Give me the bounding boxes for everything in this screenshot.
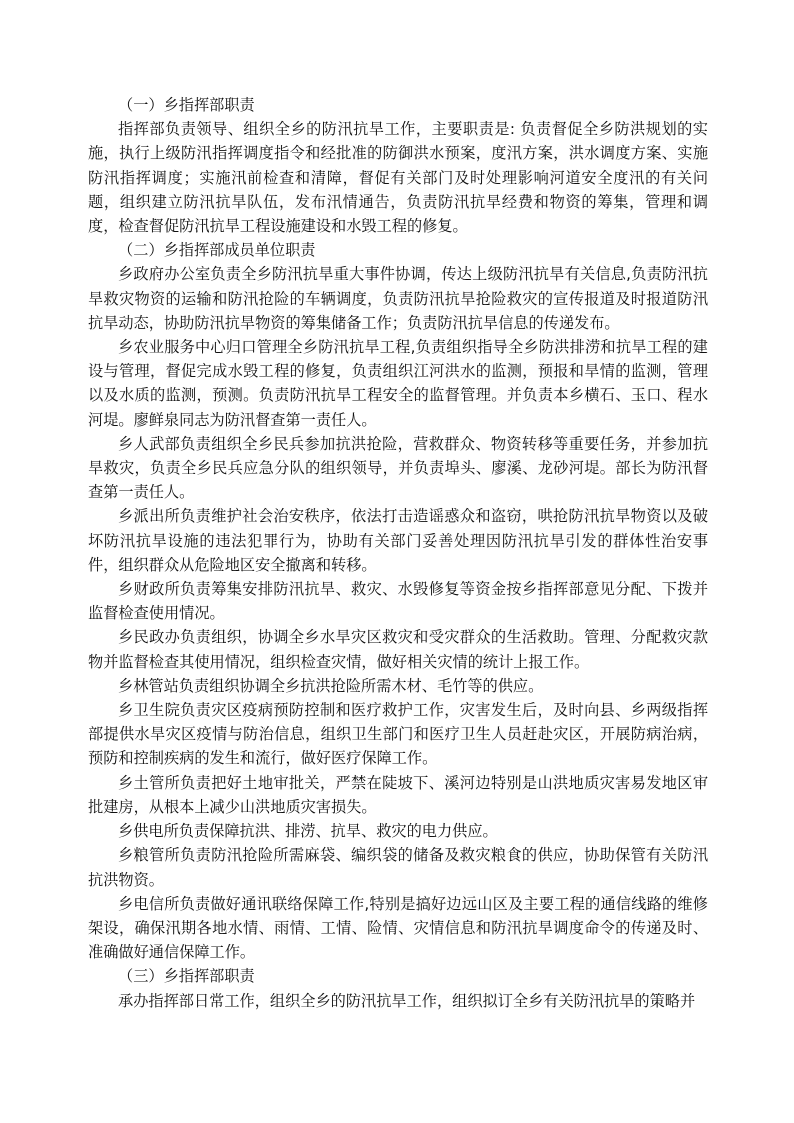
section-2-paragraph-telecom: 乡电信所负责做好通讯联络保障工作,特别是搞好边远山区及主要工程的通信线路的维修架设，确保汛期各地水情、雨情、工情、险情、灾情信息和防汛抗旱调度命令的传递及时、准确做好通信保障工作。 [88, 894, 708, 962]
section-heading-3: （三）乡指挥部职责 [118, 967, 255, 986]
section-3-paragraph-1: 承办指挥部日常工作，组织全乡的防汛抗旱工作，组织拟订全乡有关防汛抗旱的策略并 [118, 991, 696, 1010]
section-2-paragraph-civil-affairs: 乡民政办负责组织，协调全乡水旱灾区救灾和受灾群众的生活救助。管理、分配救灾款物并监督检查其使用情况，组织检查灾情，做好相关灾情的统计上报工作。 [88, 628, 708, 671]
section-2-paragraph-land: 乡土管所负责把好土地审批关，严禁在陡坡下、溪河边特别是山洪地质灾害易发地区审批建房，从根本上减少山洪地质灾害损失。 [88, 773, 708, 816]
document-page [88, 93, 708, 1013]
section-heading-1: （一）乡指挥部职责 [118, 96, 255, 114]
section-2-paragraph-armed-forces: 乡人武部负责组织全乡民兵参加抗洪抢险，营救群众、物资转移等重要任务，并参加抗旱救灾，负责全乡民兵应急分队的组织领导，并负责埠头、廖溪、龙砂河堤。部长为防汛督查第一责任人。 [88, 434, 708, 502]
section-2-paragraph-grain: 乡粮管所负责防汛抢险所需麻袋、编织袋的储备及救灾粮食的供应，协助保管有关防汛抗洪物资。 [88, 846, 708, 889]
section-2-paragraph-finance: 乡财政所负责筹集安排防汛抗旱、救灾、水毁修复等资金按乡指挥部意见分配、下拨并监督检查使用情况。 [88, 580, 708, 623]
section-1-paragraph-1: 指挥部负责领导、组织全乡的防汛抗旱工作，主要职责是: 负责督促全乡防洪规划的实施，执行上级防汛指挥调度指令和经批准的防御洪水预案，度汛方案，洪水调度方案、实施防汛指挥调度；实施汛前检查和清障，督促有关部门及时处理影响河道安全度汛的有关问题，组织建立防汛抗旱队伍，发布汛情通告，负责防汛抗旱经费和物资的筹集，管理和调度，检查督促防汛抗旱工程设施建设和水毁工程的修复。 [88, 120, 708, 236]
section-2-paragraph-police: 乡派出所负责维护社会治安秩序，依法打击造谣惑众和盗窃，哄抢防汛抗旱物资以及破坏防汛抗旱设施的违法犯罪行为，协助有关部门妥善处理因防汛抗旱引发的群体性治安事件，组织群众从危险地区安全撤离和转移。 [88, 507, 708, 574]
section-heading-2: （二）乡指挥部成员单位职责 [118, 241, 316, 260]
section-2-paragraph-power: 乡供电所负责保障抗洪、排涝、抗旱、救灾的电力供应。 [118, 822, 498, 841]
section-2-paragraph-forestry: 乡林管站负责组织协调全乡抗洪抢险所需木材、毛竹等的供应。 [118, 676, 544, 695]
section-2-paragraph-agriculture: 乡农业服务中心归口管理全乡防汛抗旱工程,负责组织指导全乡防洪排涝和抗旱工程的建设与管理，督促完成水毁工程的修复，负责组织江河洪水的监测，预报和旱情的监测，管理以及水质的监测，预测。负责防汛抗旱工程安全的监督管理。并负责本乡横石、玉口、程水河堤。廖鲜泉同志为防汛督查第一责任人。 [88, 338, 708, 429]
section-2-paragraph-office: 乡政府办公室负责全乡防汛抗旱重大事件协调，传达上级防汛抗旱有关信息,负责防汛抗旱救灾物资的运输和防汛抢险的车辆调度，负责防汛抗旱抢险救灾的宣传报道及时报道防汛抗旱动态，协助防汛抗旱物资的筹集储备工作；负责防汛抗旱信息的传递发布。 [88, 265, 708, 332]
section-2-paragraph-health: 乡卫生院负责灾区疫病预防控制和医疗救护工作，灾害发生后，及时向县、乡两级指挥部提供水旱灾区疫情与防治信息，组织卫生部门和医疗卫生人员赶赴灾区，开展防病治病，预防和控制疾病的发生和流行，做好医疗保障工作。 [88, 701, 708, 768]
